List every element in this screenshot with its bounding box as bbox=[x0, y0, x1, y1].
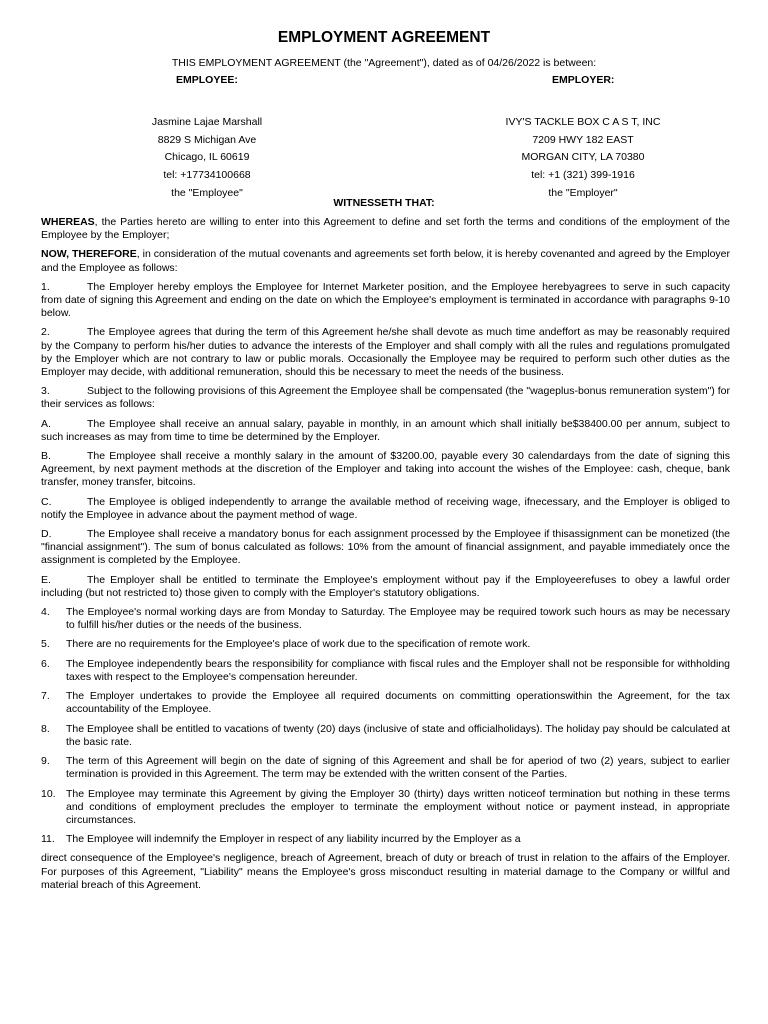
section-number: E. bbox=[41, 573, 51, 586]
employer-block bbox=[463, 74, 703, 202]
clause-text: The Employee may terminate this Agreement by giving the Employer 30 (thirty) days written noticeof termination but nothing in these terms and conditions of employment precludes the employer to terminate the employment without notice or payment instead, in appropriate circumstances. bbox=[66, 787, 730, 826]
section-e bbox=[41, 574, 730, 600]
clause-10 bbox=[41, 788, 730, 827]
section-text: The Employer hereby employs the Employee for Internet Marketer position, and the Employee herebyagrees to serve in such capacity from date of signing this Agreement and ending on the date on which the Employee's employment is terminated in accordance with paragraphs 9-10 below. bbox=[41, 280, 730, 320]
employee-name: Jasmine Lajae Marshall bbox=[151, 116, 263, 129]
section-text: The Employer shall be entitled to terminate the Employee's employment without pay if the Employeerefuses to obey a lawful order including (but not restricted to) those given to comply with the Employer's statutory obligations. bbox=[41, 573, 730, 599]
clause-number: 8. bbox=[41, 722, 50, 735]
section-3 bbox=[41, 385, 730, 411]
section-2 bbox=[41, 326, 730, 379]
whereas-text: , the Parties hereto are willing to enter into this Agreement to define and set forth the terms and conditions of the employment of the Employee by the Employer; bbox=[41, 216, 730, 242]
employee-alias: the "Employee" bbox=[171, 186, 243, 199]
clause-11 bbox=[41, 833, 730, 846]
whereas-lead: WHEREAS bbox=[41, 216, 95, 228]
clause-6 bbox=[41, 658, 730, 684]
section-text: The Employee shall receive a monthly salary in the amount of $3200.00, payable every 30 calendardays from the date of signing this Agreement, by next payment methods at the discretion of the Employer and taking into account the wishes of the Employee: cash, cheque, bank transfer, money transfer, bitcoins. bbox=[41, 450, 730, 489]
whereas-clause bbox=[41, 216, 730, 242]
clause-text: The term of this Agreement will begin on the date of signing of this Agreement and shall be for aperiod of two (2) years, subject to earlier termination is provided in this Agreement. The term may be extended with the written consent of the Parties. bbox=[66, 755, 730, 781]
clause-text: The Employer undertakes to provide the Employee all required documents on committing operationswithin the Agreement, for the tax accountability of the Employee. bbox=[66, 690, 730, 716]
section-text: The Employee shall receive a mandatory bonus for each assignment processed by the Employee if thisassignment can be monetized (the "financial assignment"). The sum of bonus calculated as follows: 10% from the amount of financial assignment, and payable immediately once the assignment is completed by the Employee. bbox=[41, 528, 730, 567]
clause-8 bbox=[41, 723, 730, 749]
employee-address-line-1: 8829 S Michigan Ave bbox=[157, 133, 257, 146]
section-number: A. bbox=[41, 417, 51, 430]
clause-text: The Employee will indemnify the Employer in respect of any liability incurred by the Employer as a bbox=[66, 833, 521, 846]
employer-heading: EMPLOYER: bbox=[552, 74, 615, 86]
employer-address-line-2: MORGAN CITY, LA 70380 bbox=[521, 151, 645, 164]
closing-paragraph: direct consequence of the Employee's negligence, breach of Agreement, breach of duty or breach of trust in relation to the affairs of the Employer. For purposes of this Agreement, "Liability" means the Employee's gross misconduct resulting in material damage to the Company or willful and material breach of this Agreement. bbox=[41, 852, 730, 891]
therefore-text: , in consideration of the mutual covenants and agreements set forth below, it is hereby covenanted and agreed by the Employer and the Employee as follows: bbox=[41, 248, 730, 274]
clause-4 bbox=[41, 606, 730, 632]
clause-9 bbox=[41, 755, 730, 781]
employer-name: IVY'S TACKLE BOX C A S T, INC bbox=[505, 116, 661, 129]
section-text: The Employee is obliged independently to arrange the available method of receiving wage, ifnecessary, and the Employer is obliged to notify the Employee in advance about the payment method of wage. bbox=[41, 495, 730, 521]
section-number: 3. bbox=[41, 385, 50, 398]
clause-number: 7. bbox=[41, 690, 50, 703]
clause-text: The Employee's normal working days are from Monday to Saturday. The Employee may be required towork such hours as may be necessary to fulfill his/her duties or the needs of the business. bbox=[66, 606, 730, 632]
clause-number: 5. bbox=[41, 638, 50, 651]
section-number: 2. bbox=[41, 326, 50, 339]
employee-block bbox=[87, 74, 327, 202]
clause-text: The Employee independently bears the responsibility for compliance with fiscal rules and the Employer shall not be responsible for withholding taxes with respect to the Employee's compensation hereunder. bbox=[66, 657, 730, 683]
agreement-intro: THIS EMPLOYMENT AGREEMENT (the "Agreement"), dated as of 04/26/2022 is between: bbox=[171, 57, 597, 69]
section-number: D. bbox=[41, 528, 52, 540]
agreement-body bbox=[41, 216, 730, 898]
section-number: B. bbox=[41, 450, 51, 462]
employee-phone: tel: +17734100668 bbox=[163, 168, 251, 181]
clause-number: 10. bbox=[41, 787, 56, 800]
clause-number: 6. bbox=[41, 657, 50, 670]
employer-phone: tel: +1 (321) 399-1916 bbox=[531, 168, 635, 181]
clause-text: The Employee shall be entitled to vacations of twenty (20) days (inclusive of state and officialholidays). The holiday pay should be calculated at the basic rate. bbox=[66, 722, 730, 748]
section-1 bbox=[41, 281, 730, 320]
therefore-lead: NOW, THEREFORE bbox=[41, 248, 137, 261]
section-a bbox=[41, 418, 730, 444]
section-number: 1. bbox=[41, 280, 50, 293]
section-text: Subject to the following provisions of this Agreement the Employee shall be compensated (the "wageplus-bonus remuneration system") for their services as follows: bbox=[41, 385, 730, 411]
document-title: EMPLOYMENT AGREEMENT bbox=[277, 29, 491, 46]
employer-alias: the "Employer" bbox=[548, 186, 618, 199]
clause-number: 9. bbox=[41, 755, 50, 768]
clause-text: There are no requirements for the Employee's place of work due to the specification of remote work. bbox=[66, 638, 531, 651]
clause-number: 4. bbox=[41, 606, 50, 618]
clause-number: 11. bbox=[41, 833, 55, 846]
section-d bbox=[41, 528, 730, 567]
section-c bbox=[41, 496, 730, 522]
clause-5 bbox=[41, 638, 730, 651]
witnesseth-heading: WITNESSETH THAT: bbox=[333, 197, 435, 209]
employee-address-line-2: Chicago, IL 60619 bbox=[164, 151, 250, 164]
therefore-clause bbox=[41, 248, 730, 274]
employee-heading: EMPLOYEE: bbox=[176, 74, 238, 86]
employer-address-line-1: 7209 HWY 182 EAST bbox=[532, 133, 634, 146]
section-text: The Employee shall receive an annual salary, payable in monthly, in an amount which shall initially be$38400.00 per annum, subject to such increases as may from time to time be determined by the Employer. bbox=[41, 417, 730, 443]
clause-7 bbox=[41, 690, 730, 716]
section-text: The Employee agrees that during the term of this Agreement he/she shall devote as much time andeffort as may be reasonably required by the Company to perform his/her duties to advance the interests of the Employer and shall comply with all the rules and regulations promulgated by the Employer which are not contrary to law or public morals. Occasionally the Employee may be required to perform such other duties as the Employer may decide, with additional remuneration, should this be necessary to meet the needs of the business. bbox=[41, 326, 730, 378]
section-b bbox=[41, 450, 730, 489]
section-number: C. bbox=[41, 495, 52, 508]
